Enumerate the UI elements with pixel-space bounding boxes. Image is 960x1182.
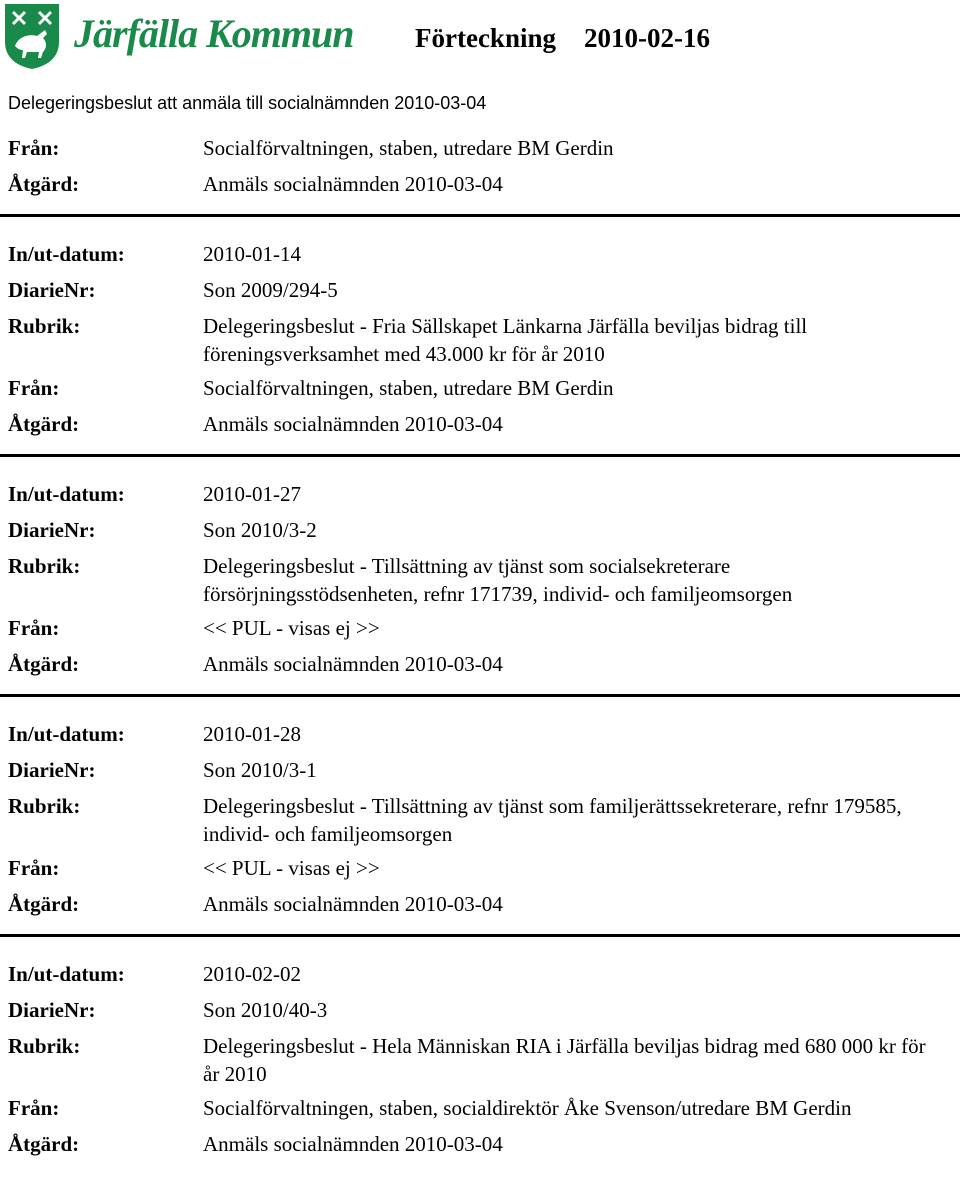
fran-label: Från: <box>8 856 60 880</box>
rubrik-value: Delegeringsbeslut - Tillsättning av tjänst som familjerättssekreterare, refnr 179585, individ- och familjeomsorgen <box>203 794 902 846</box>
rubrik-label: Rubrik: <box>8 794 81 818</box>
atgard-label: Åtgärd: <box>8 412 80 436</box>
datum-label: In/ut-datum: <box>8 962 125 986</box>
atgard-label: Åtgärd: <box>8 1132 80 1156</box>
atgard-value: Anmäls socialnämnden 2010-03-04 <box>203 652 503 676</box>
municipality-name: Järfälla Kommun <box>74 11 354 56</box>
municipality-coat-of-arms-icon <box>3 2 61 70</box>
fran-label: Från: <box>8 616 60 640</box>
datum-value: 2010-01-27 <box>203 482 301 506</box>
atgard-value: Anmäls socialnämnden 2010-03-04 <box>203 172 503 196</box>
diarienr-value: Son 2010/40-3 <box>203 998 328 1022</box>
datum-value: 2010-01-28 <box>203 722 301 746</box>
datum-value: 2010-02-02 <box>203 962 301 986</box>
datum-value: 2010-01-14 <box>203 242 301 266</box>
fran-label: Från: <box>8 376 60 400</box>
atgard-value: Anmäls socialnämnden 2010-03-04 <box>203 892 503 916</box>
rubrik-label: Rubrik: <box>8 1034 81 1058</box>
fran-value: << PUL - visas ej >> <box>203 616 380 640</box>
rubrik-label: Rubrik: <box>8 554 81 578</box>
rubrik-label: Rubrik: <box>8 314 81 338</box>
divider <box>0 694 960 697</box>
datum-label: In/ut-datum: <box>8 722 125 746</box>
diarienr-value: Son 2010/3-1 <box>203 758 317 782</box>
fran-label: Från: <box>8 1096 60 1120</box>
divider <box>0 454 960 457</box>
diarienr-value: Son 2010/3-2 <box>203 518 317 542</box>
atgard-value: Anmäls socialnämnden 2010-03-04 <box>203 1132 503 1156</box>
atgard-value: Anmäls socialnämnden 2010-03-04 <box>203 412 503 436</box>
fran-value: Socialförvaltningen, staben, utredare BM Gerdin <box>203 136 614 160</box>
diarienr-label: DiarieNr: <box>8 518 96 542</box>
fran-value: Socialförvaltningen, staben, utredare BM Gerdin <box>203 376 614 400</box>
atgard-label: Åtgärd: <box>8 172 80 196</box>
diarienr-label: DiarieNr: <box>8 278 96 302</box>
atgard-label: Åtgärd: <box>8 892 80 916</box>
divider <box>0 934 960 937</box>
document-title: Förteckning <box>415 23 556 53</box>
rubrik-value: Delegeringsbeslut - Fria Sällskapet Länkarna Järfälla beviljas bidrag till föreningsverksamhet med 43.000 kr för år 2010 <box>203 314 808 366</box>
datum-label: In/ut-datum: <box>8 482 125 506</box>
divider <box>0 214 960 217</box>
document-date: 2010-02-16 <box>584 23 710 53</box>
datum-label: In/ut-datum: <box>8 242 125 266</box>
fran-label: Från: <box>8 136 60 160</box>
fran-value: Socialförvaltningen, staben, socialdirektör Åke Svenson/utredare BM Gerdin <box>203 1096 852 1120</box>
diarienr-label: DiarieNr: <box>8 998 96 1022</box>
document-subtitle: Delegeringsbeslut att anmäla till socialnämnden 2010-03-04 <box>8 93 487 113</box>
page-header <box>0 0 960 80</box>
diarienr-value: Son 2009/294-5 <box>203 278 338 302</box>
rubrik-value: Delegeringsbeslut - Hela Människan RIA i Järfälla beviljas bidrag med 680 000 kr för år 2010 <box>203 1034 926 1086</box>
rubrik-value: Delegeringsbeslut - Tillsättning av tjänst som socialsekreterare försörjningsstödsenheten, refnr 171739, individ- och familjeomsorgen <box>203 554 793 606</box>
diarienr-label: DiarieNr: <box>8 758 96 782</box>
atgard-label: Åtgärd: <box>8 652 80 676</box>
fran-value: << PUL - visas ej >> <box>203 856 380 880</box>
